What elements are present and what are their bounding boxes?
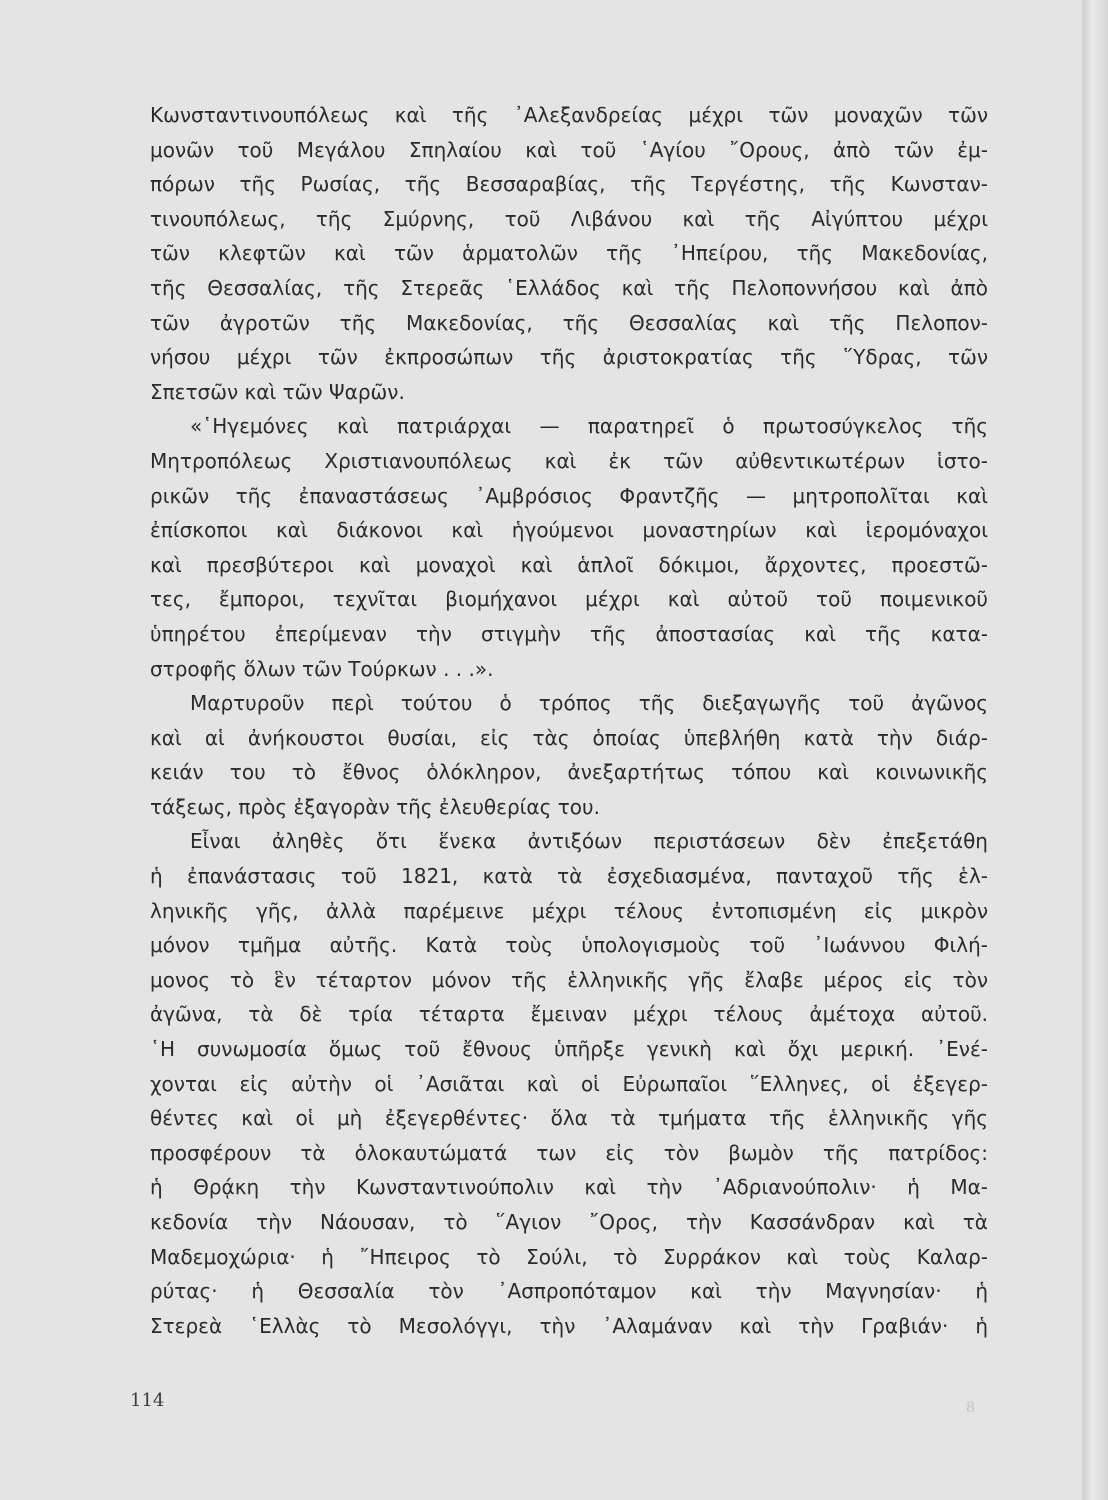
text-line: τῆς Θεσσαλίας, τῆς Στερεᾶς ῾Ελλάδος καὶ τῆς Πελοποννήσου καὶ ἀπὸ — [150, 275, 988, 300]
text-line: Εἶναι ἀληθὲς ὅτι ἕνεκα ἀντιξόων περιστάσεων δὲν ἐπεξετάθη — [190, 829, 988, 854]
text-line: ἀγῶνα, τὰ δὲ τρία τέταρτα ἔμειναν μέχρι τέλους ἀμέτοχα αὐτοῦ. — [150, 1002, 988, 1027]
text-line: τες, ἔμποροι, τεχνῖται βιομήχανοι μέχρι καὶ αὐτοῦ τοῦ ποιμενικοῦ — [150, 587, 988, 612]
text-line: «῾Ηγεμόνες καὶ πατριάρχαι — παρατηρεῖ ὁ πρωτοσύγκελος τῆς — [190, 414, 988, 439]
text-line: καὶ πρεσβύτεροι καὶ μοναχοὶ καὶ ἁπλοῖ δόκιμοι, ἄρχοντες, προεστῶ- — [150, 552, 988, 577]
text-line: καὶ αἱ ἀνήκουστοι θυσίαι, εἰς τὰς ὁποίας ὑπεβλήθη κατὰ τὴν διάρ- — [150, 725, 988, 750]
text-line: Σπετσῶν καὶ τῶν Ψαρῶν. — [150, 379, 405, 404]
text-line: τῶν ἀγροτῶν τῆς Μακεδονίας, τῆς Θεσσαλίας καὶ τῆς Πελοπον- — [150, 310, 988, 335]
text-line: ἐπίσκοποι καὶ διάκονοι καὶ ἡγούμενοι μοναστηρίων καὶ ἱερομόναχοι — [150, 518, 988, 543]
text-line: κεδονία τὴν Νάουσαν, τὸ ῞Αγιον ῎Ορος, τὴν Κασσάνδραν καὶ τὰ — [150, 1210, 988, 1234]
text-line: Μαδεμοχώρια· ἡ ῎Ηπειρος τὸ Σούλι, τὸ Συρράκον καὶ τοὺς Καλαρ- — [150, 1244, 988, 1269]
text-line: κειάν του τὸ ἔθνος ὁλόκληρον, ἀνεξαρτήτως τόπου καὶ κοινωνικῆς — [150, 760, 988, 785]
text-line: μονος τὸ ἓν τέταρτον μόνον τῆς ἑλληνικῆς γῆς ἔλαβε μέρος εἰς τὸν — [150, 967, 988, 992]
body-text — [150, 98, 988, 1343]
text-line: ὑπηρέτου ἐπερίμεναν τὴν στιγμὴν τῆς ἀποστασίας καὶ τῆς κατα- — [150, 621, 988, 646]
text-line: στροφῆς ὅλων τῶν Τούρκων . . .». — [150, 656, 494, 681]
text-line: ληνικῆς γῆς, ἀλλὰ παρέμεινε μέχρι τέλους ἐντοπισμένη εἰς μικρὸν — [150, 898, 988, 923]
text-line: ρύτας· ἡ Θεσσαλία τὸν ᾿Ασπροπόταμον καὶ τὴν Μαγνησίαν· ἡ — [150, 1279, 988, 1304]
text-line: Στερεὰ ῾Ελλὰς τὸ Μεσολόγγι, τὴν ᾿Αλαμάναν καὶ τὴν Γραβιάν· ἡ — [150, 1313, 988, 1338]
text-line: τῶν κλεφτῶν καὶ τῶν ἁρματολῶν τῆς ᾿Ηπείρου, τῆς Μακεδονίας, — [150, 241, 988, 266]
text-line: τινουπόλεως, τῆς Σμύρνης, τοῦ Λιβάνου καὶ τῆς Αἰγύπτου μέχρι — [150, 206, 988, 231]
text-line: Μητροπόλεως Χριστιανουπόλεως καὶ ἐκ τῶν αὐθεντικωτέρων ἱστο- — [150, 448, 988, 473]
text-line: ἡ ἐπανάστασις τοῦ 1821, κατὰ τὰ ἐσχεδιασμένα, πανταχοῦ τῆς ἑλ- — [150, 864, 988, 889]
page-number: 114 — [130, 1390, 165, 1411]
page-edge — [1082, 0, 1108, 1500]
text-line: μονῶν τοῦ Μεγάλου Σπηλαίου καὶ τοῦ ῾Αγίου ῎Ορους, ἀπὸ τῶν ἐμ- — [150, 137, 988, 162]
text-line: νήσου μέχρι τῶν ἐκπροσώπων τῆς ἀριστοκρατίας τῆς ῞Υδρας, τῶν — [150, 345, 988, 370]
text-line: ρικῶν τῆς ἐπαναστάσεως ᾿Αμβρόσιος Φραντζῆς — μητροπολῖται καὶ — [150, 483, 988, 508]
text-line: θέντες καὶ οἱ μὴ ἐξεγερθέντες· ὅλα τὰ τμήματα τῆς ἑλληνικῆς γῆς — [150, 1106, 988, 1131]
text-line: Κωνσταντινουπόλεως καὶ τῆς ᾿Αλεξανδρείας μέχρι τῶν μοναχῶν τῶν — [150, 103, 988, 127]
text-line: μόνον τμῆμα αὐτῆς. Κατὰ τοὺς ὑπολογισμοὺς τοῦ ᾿Ιωάννου Φιλή- — [150, 933, 988, 958]
text-line: ἡ Θρᾴκη τὴν Κωνσταντινούπολιν καὶ τὴν ᾿Αδριανούπολιν· ἡ Μα- — [150, 1175, 988, 1200]
bleed-through-mark: 8 — [966, 1400, 975, 1416]
text-line: πόρων τῆς Ρωσίας, τῆς Βεσσαραβίας, τῆς Τεργέστης, τῆς Κωνσταν- — [150, 172, 988, 197]
text-line: τάξεως, πρὸς ἐξαγορὰν τῆς ἐλευθερίας του. — [150, 794, 600, 819]
text-line: προσφέρουν τὰ ὁλοκαυτώματά των εἰς τὸν βωμὸν τῆς πατρίδος: — [150, 1140, 988, 1165]
text-line: χονται εἰς αὐτὴν οἱ ᾿Ασιᾶται καὶ οἱ Εὐρωπαῖοι ῞Ελληνες, οἱ ἐξεγερ- — [150, 1071, 988, 1096]
text-line: Μαρτυροῦν περὶ τούτου ὁ τρόπος τῆς διεξαγωγῆς τοῦ ἀγῶνος — [190, 691, 988, 716]
text-line: ῾Η συνωμοσία ὅμως τοῦ ἔθνους ὑπῆρξε γενικὴ καὶ ὄχι μερική. ᾿Ενέ- — [150, 1037, 988, 1062]
